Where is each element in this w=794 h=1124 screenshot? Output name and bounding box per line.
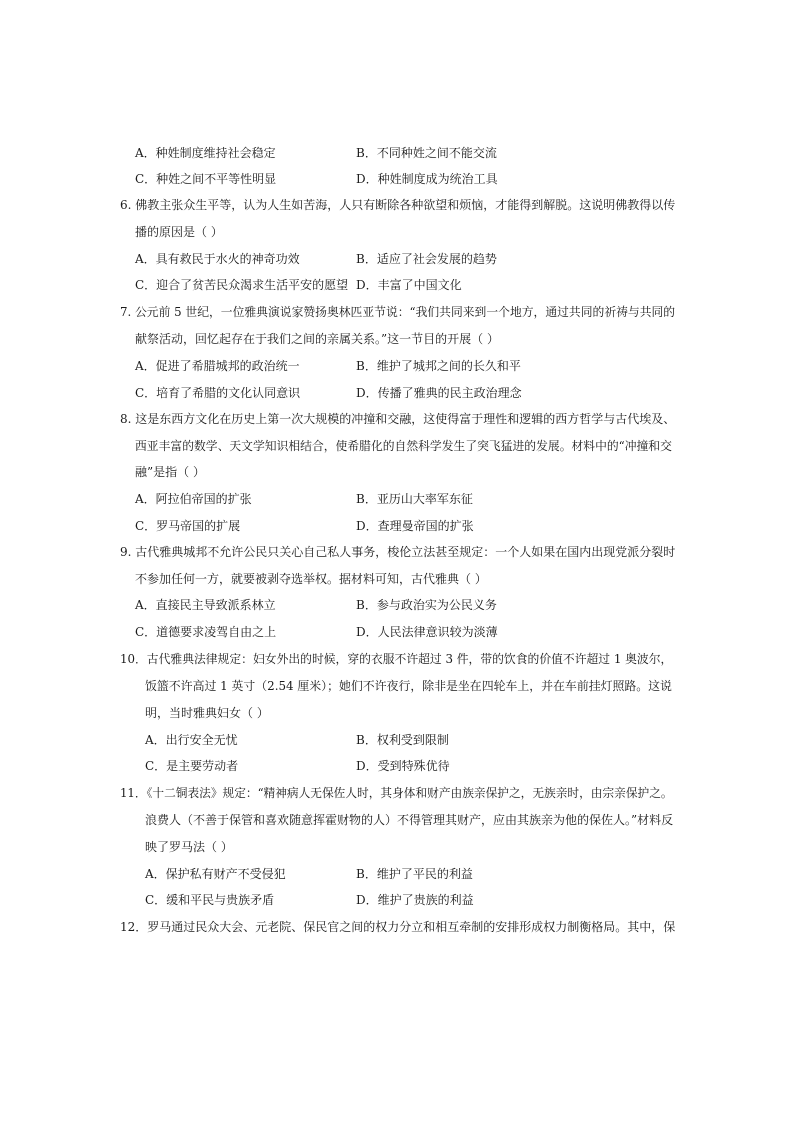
q9-stem-line-1: 9. 古代雅典城邦不允许公民只关心自己私人事务，梭伦立法甚至规定：一个人如果在国内出现党派分裂时 — [120, 545, 676, 559]
q11-option-d: D．维护了贵族的利益 — [356, 893, 474, 907]
q10-option-d: D．受到特殊优待 — [356, 759, 450, 773]
q6-option-b: B．适应了社会发展的趋势 — [356, 252, 497, 266]
q11-stem-line-3: 映了罗马法（ ） — [145, 840, 233, 854]
q11-stem-line-1: 11．《十二铜表法》规定：“精神病人无保佐人时，其身体和财产由族亲保护之，无族亲时，由宗亲保护之。 — [120, 786, 673, 800]
q10-option-b: B．权利受到限制 — [356, 733, 449, 747]
q10-stem-line-3: 明，当时雅典妇女（ ） — [145, 706, 269, 720]
q5-option-c: C．种姓之间不平等性明显 — [135, 172, 277, 186]
q5-option-a: A．种姓制度维持社会稳定 — [135, 146, 276, 160]
q9-option-b: B．参与政治实为公民义务 — [356, 598, 497, 612]
q9-stem-line-2: 不参加任何一方，就要被剥夺选举权。据材料可知，古代雅典（ ） — [135, 572, 487, 586]
q8-option-b: B．亚历山大率军东征 — [356, 492, 473, 506]
q10-stem-line-1: 10．古代雅典法律规定：妇女外出的时候，穿的衣服不许超过 3 件，带的饮食的价值不许超过 1 奥波尔， — [120, 652, 673, 666]
q7-option-a: A．促进了希腊城邦的政治统一 — [135, 359, 300, 373]
q6-option-c: C．迎合了贫苦民众渴求生活平安的愿望 — [135, 278, 349, 292]
q11-option-b: B．维护了平民的利益 — [356, 867, 473, 881]
q9-option-c: C．道德要求凌驾自由之上 — [135, 625, 277, 639]
q7-option-c: C．培育了希腊的文化认同意识 — [135, 386, 301, 400]
q11-option-c: C．缓和平民与贵族矛盾 — [145, 893, 275, 907]
q9-option-d: D．人民法律意识较为淡薄 — [356, 625, 498, 639]
q5-option-d: D．种姓制度成为统治工具 — [356, 172, 498, 186]
q6-stem-line-1: 6. 佛教主张众生平等，认为人生如苦海，人只有断除各种欲望和烦恼，才能得到解脱。这说明佛教得以传 — [120, 198, 676, 212]
q8-option-d: D．查理曼帝国的扩张 — [356, 519, 474, 533]
q6-option-a: A．具有救民于水火的神奇功效 — [135, 252, 300, 266]
q9-option-a: A．直接民主导致派系林立 — [135, 598, 276, 612]
q11-option-a: A．保护私有财产不受侵犯 — [145, 867, 286, 881]
q6-option-d: D．丰富了中国文化 — [356, 278, 462, 292]
q12-stem-line-1: 12．罗马通过民众大会、元老院、保民官之间的权力分立和相互牵制的安排形成权力制衡格局。其中，保 — [120, 920, 676, 934]
q8-option-a: A．阿拉伯帝国的扩张 — [135, 492, 252, 506]
q8-stem-line-2: 西亚丰富的数学、天文学知识相结合，使希腊化的自然科学发生了突飞猛进的发展。材料中的“冲撞和交 — [135, 439, 672, 453]
q11-stem-line-2: 浪费人（不善于保管和喜欢随意挥霍财物的人）不得管理其财产，应由其族亲为他的保佐人。”材料反 — [145, 813, 674, 827]
q5-option-b: B．不同种姓之间不能交流 — [356, 146, 497, 160]
q7-stem-line-2: 献祭活动，回忆起存在于我们之间的亲属关系。”这一节目的开展（ ） — [135, 332, 499, 346]
q8-stem-line-3: 融”是指（ ） — [135, 465, 205, 479]
q7-stem-line-1: 7. 公元前 5 世纪，一位雅典演说家赞扬奥林匹亚节说：“我们共同来到一个地方，通过共同的祈祷与共同的 — [120, 305, 676, 319]
q10-stem-line-2: 饭篮不许高过 1 英寸（2.54 厘米）；她们不许夜行，除非是坐在四轮车上，并在车前挂灯照路。这说 — [145, 679, 672, 693]
q10-option-c: C．是主要劳动者 — [145, 759, 239, 773]
q7-option-d: D．传播了雅典的民主政治理念 — [356, 386, 522, 400]
q6-stem-line-2: 播的原因是（ ） — [135, 225, 223, 239]
q8-stem-line-1: 8. 这是东西方文化在历史上第一次大规模的冲撞和交融，这使得富于理性和逻辑的西方哲学与古代埃及、 — [120, 412, 676, 426]
q10-option-a: A．出行安全无忧 — [145, 733, 238, 747]
q8-option-c: C．罗马帝国的扩展 — [135, 519, 241, 533]
q7-option-b: B．维护了城邦之间的长久和平 — [356, 359, 521, 373]
